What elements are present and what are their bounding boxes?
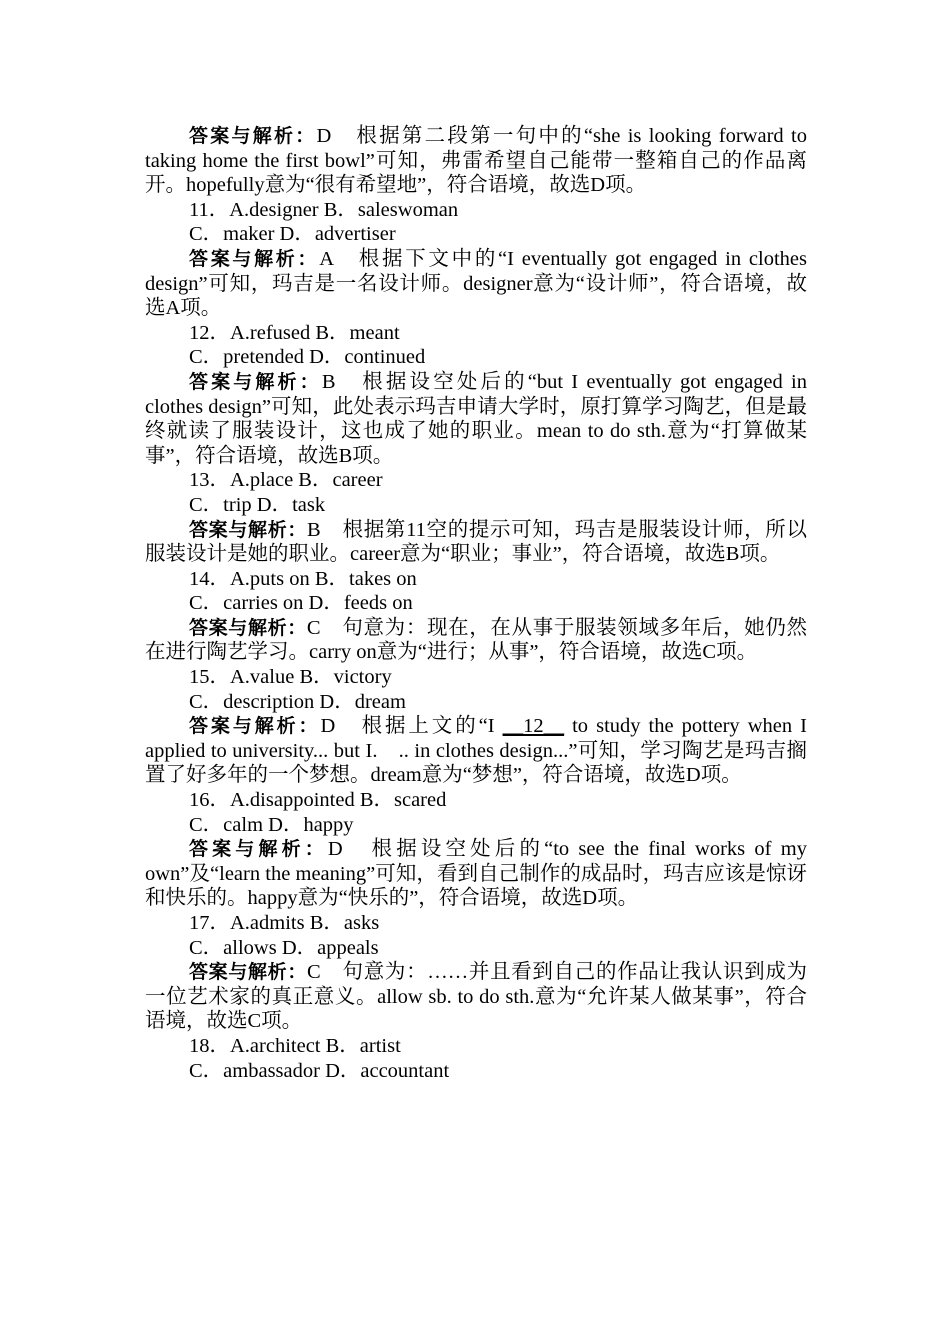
answer-key: C	[307, 961, 321, 984]
question-16-options-cd: C．calm D．happy	[189, 813, 354, 836]
question-14-options-cd: C．carries on D．feeds on	[189, 592, 413, 615]
explanation-16	[145, 837, 807, 911]
explanation-text: 句意为：现在，在从事于服装领域多年后，她仍然在进行陶艺学习。carry on意为“进行；从事”，符合语境，故选C项。	[145, 616, 807, 664]
explanation-17	[145, 960, 807, 1034]
question-17-options-cd: C．allows D．appeals	[189, 936, 379, 959]
answer-key: B	[307, 518, 321, 541]
explanation-11	[145, 247, 807, 321]
question-11-options-ab: 11．A.designer B．saleswoman	[189, 198, 459, 221]
answer-label: 答案与解析：	[189, 838, 328, 861]
answer-label: 答案与解析：	[189, 715, 321, 738]
answer-label: 答案与解析：	[189, 247, 320, 270]
answer-label: 答案与解析：	[189, 961, 308, 984]
explanation-14	[145, 616, 807, 665]
explanation-text: 根据第二段第一句中的“she is looking forward to taking home the first bowl”可知，弗雷希望自己能带一整箱自己的作品离开。hopefully意为“很有希望地”，符合语境，故选D项。	[145, 125, 807, 197]
explanation-text: 根据设空处后的“but I eventually got engaged in clothes design”可知，此处表示玛吉申请大学时，原打算学习陶艺，但是最终就读了服装设计，这也成了她的职业。mean to do sth.意为“打算做某事”，符合语境，故选B项。	[145, 370, 807, 467]
answer-key: A	[319, 247, 333, 270]
explanation-13	[145, 518, 807, 567]
answer-label: 答案与解析：	[189, 518, 308, 541]
question-13-options-ab: 13．A.place B．career	[189, 469, 383, 492]
answer-key: D	[327, 838, 343, 861]
question-15-options-ab: 15．A.value B．victory	[189, 666, 392, 689]
question-16-options-ab: 16．A.disappointed B．scared	[189, 789, 447, 812]
underlined-blank-12: __12__	[502, 715, 565, 738]
explanation-text-after: to study the pottery when I applied to university... but I. .. in clothes design...”可知，学习陶艺是玛吉搁置了好多年的一个梦想。dream意为“梦想”，符合语境，故选D项。	[145, 715, 807, 787]
explanation-text: 根据设空处后的“to see the final works of my own”及“learn the meaning”可知，看到自己制作的成品时，玛吉应该是惊讶和快乐的。happy意为“快乐的”，符合语境，故选D项。	[145, 838, 807, 910]
explanation-text: 根据第11空的提示可知，玛吉是服装设计师，所以服装设计是她的职业。career意为“职业；事业”，符合语境，故选B项。	[145, 518, 807, 566]
question-12-options-cd: C．pretended D．continued	[189, 346, 426, 369]
explanation-text: 句意为：……并且看到自己的作品让我认识到成为一位艺术家的真正意义。allow sb. to do sth.意为“允许某人做某事”，符合语境，故选C项。	[145, 961, 807, 1033]
question-12-options-ab: 12．A.refused B．meant	[189, 321, 400, 344]
answer-key: B	[321, 370, 336, 393]
answer-key: C	[306, 616, 321, 639]
question-15-options-cd: C．description D．dream	[189, 690, 406, 713]
question-18-options-ab: 18．A.architect B．artist	[189, 1034, 401, 1057]
explanation-12	[145, 370, 807, 468]
question-17-options-ab: 17．A.admits B．asks	[189, 912, 380, 934]
question-13-options-cd: C．trip D．task	[189, 493, 326, 516]
explanation-text: 根据下文中的“I eventually got engaged in clothes design”可知，玛吉是一名设计师。designer意为“设计师”，符合语境，故选A项。	[145, 247, 807, 320]
document-body	[145, 124, 807, 1083]
answer-key: D	[320, 715, 336, 738]
answer-label: 答案与解析：	[189, 370, 322, 393]
answer-label: 答案与解析：	[189, 125, 317, 147]
explanation-10	[145, 124, 807, 198]
question-14-options-ab: 14．A.puts on B．takes on	[189, 567, 417, 590]
answer-key: D	[316, 125, 332, 147]
question-11-options-cd: C．maker D．advertiser	[189, 223, 396, 246]
explanation-15	[145, 714, 807, 788]
question-18-options-cd: C．ambassador D．accountant	[189, 1059, 450, 1082]
explanation-text-before: 根据上文的“I	[335, 715, 503, 738]
answer-label: 答案与解析：	[189, 616, 307, 639]
